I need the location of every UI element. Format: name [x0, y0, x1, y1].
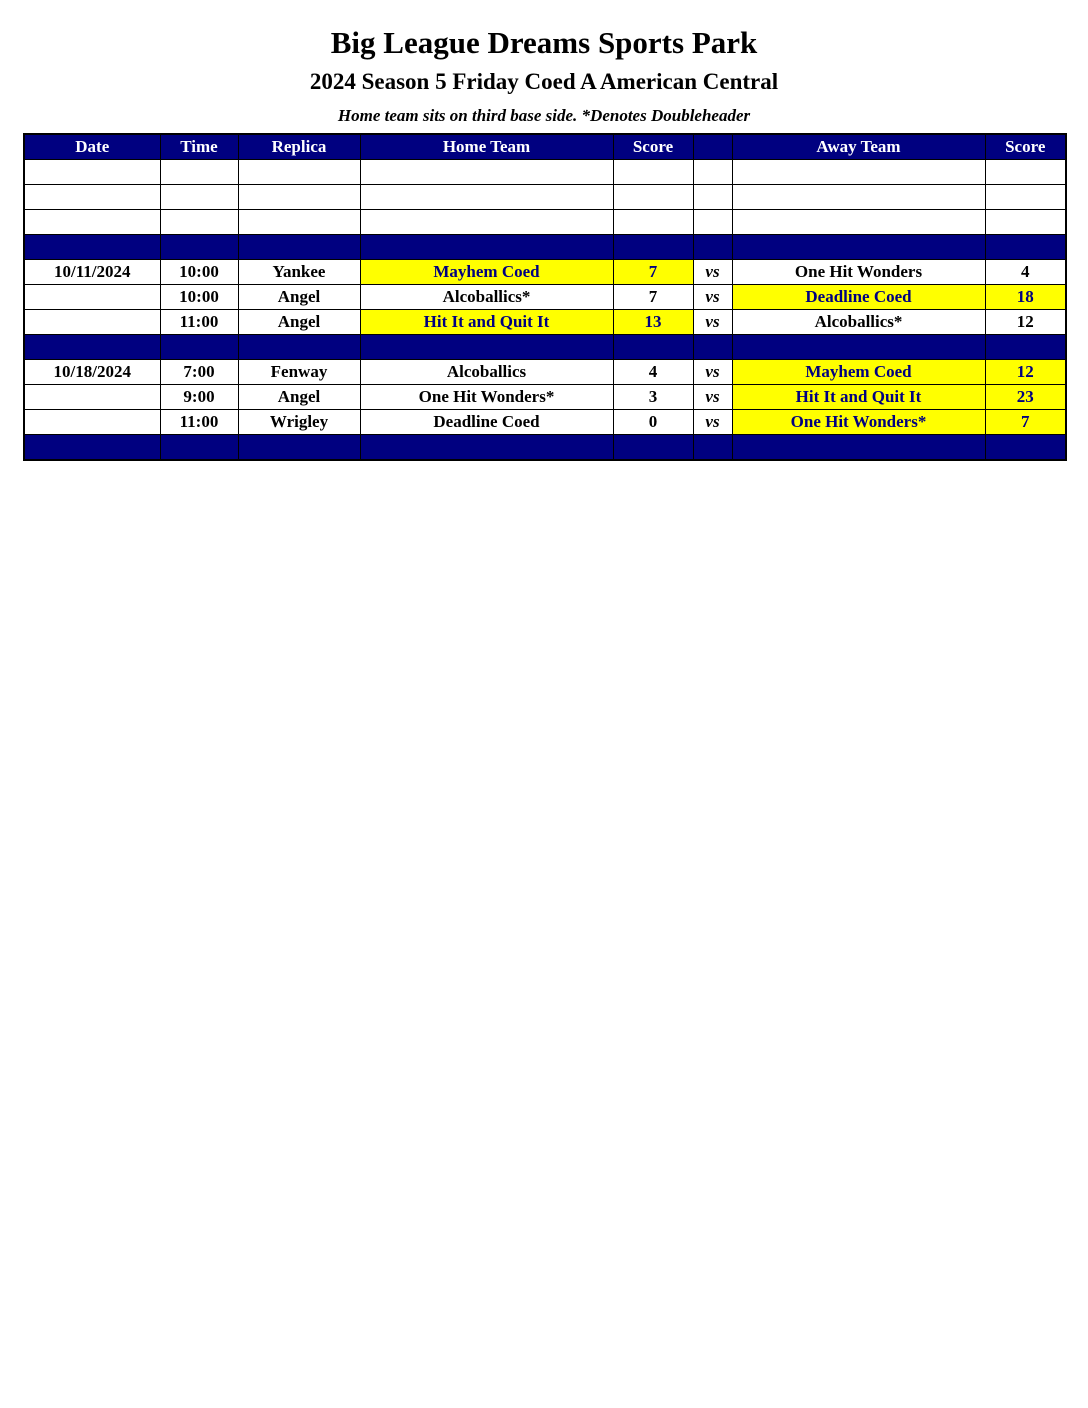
home-team-cell [360, 160, 613, 185]
column-header-away-score: Score [985, 134, 1066, 160]
away-score-cell: 4 [985, 260, 1066, 285]
home-team-cell: Mayhem Coed [360, 260, 613, 285]
home-score-cell: 7 [613, 285, 693, 310]
date-cell [24, 285, 160, 310]
home-team-cell [360, 335, 613, 360]
home-team-cell [360, 185, 613, 210]
vs-cell [693, 335, 732, 360]
away-score-cell: 12 [985, 310, 1066, 335]
vs-cell [693, 435, 732, 461]
date-cell [24, 160, 160, 185]
time-cell [160, 210, 238, 235]
home-score-cell [613, 210, 693, 235]
page-subtitle: 2024 Season 5 Friday Coed A American Central [309, 69, 779, 94]
date-cell [24, 410, 160, 435]
replica-cell [238, 335, 360, 360]
date-cell [24, 235, 160, 260]
away-score-cell [985, 435, 1066, 461]
away-team-cell: Mayhem Coed [732, 360, 985, 385]
away-score-cell [985, 160, 1066, 185]
away-score-cell: 23 [985, 385, 1066, 410]
home-score-cell [613, 185, 693, 210]
home-score-cell [613, 435, 693, 461]
home-team-cell: Deadline Coed [360, 410, 613, 435]
time-cell: 10:00 [160, 260, 238, 285]
home-team-cell [360, 210, 613, 235]
away-team-cell [732, 235, 985, 260]
home-team-cell: Alcoballics [360, 360, 613, 385]
replica-cell: Angel [238, 385, 360, 410]
time-cell: 9:00 [160, 385, 238, 410]
vs-cell: vs [693, 385, 732, 410]
time-cell: 11:00 [160, 410, 238, 435]
vs-cell [693, 185, 732, 210]
table-row [24, 260, 1066, 285]
away-team-cell: Alcoballics* [732, 310, 985, 335]
column-header-replica: Replica [238, 134, 360, 160]
separator-row [24, 235, 1066, 260]
replica-cell: Angel [238, 310, 360, 335]
away-team-cell: One Hit Wonders* [732, 410, 985, 435]
blank-row [24, 160, 1066, 185]
vs-cell [693, 210, 732, 235]
date-cell [24, 210, 160, 235]
away-team-cell [732, 185, 985, 210]
away-team-cell [732, 335, 985, 360]
date-cell: 10/11/2024 [24, 260, 160, 285]
column-header-home-team: Home Team [360, 134, 613, 160]
table-row [24, 285, 1066, 310]
column-header-vs [693, 134, 732, 160]
vs-cell [693, 235, 732, 260]
home-score-cell [613, 235, 693, 260]
date-cell [24, 335, 160, 360]
date-cell [24, 435, 160, 461]
vs-cell: vs [693, 310, 732, 335]
home-score-cell: 13 [613, 310, 693, 335]
time-cell [160, 435, 238, 461]
vs-cell [693, 160, 732, 185]
replica-cell: Wrigley [238, 410, 360, 435]
schedule-body [24, 160, 1066, 461]
replica-cell: Fenway [238, 360, 360, 385]
vs-cell: vs [693, 260, 732, 285]
away-score-cell: 18 [985, 285, 1066, 310]
time-cell: 10:00 [160, 285, 238, 310]
vs-cell: vs [693, 285, 732, 310]
separator-row [24, 335, 1066, 360]
home-score-cell: 3 [613, 385, 693, 410]
replica-cell [238, 435, 360, 461]
away-team-cell: Hit It and Quit It [732, 385, 985, 410]
away-score-cell [985, 235, 1066, 260]
away-team-cell [732, 435, 985, 461]
column-header-date: Date [24, 134, 160, 160]
time-cell [160, 335, 238, 360]
home-team-cell [360, 435, 613, 461]
date-cell [24, 385, 160, 410]
date-cell: 10/18/2024 [24, 360, 160, 385]
home-score-cell [613, 160, 693, 185]
home-team-cell: One Hit Wonders* [360, 385, 613, 410]
away-team-cell [732, 210, 985, 235]
table-row [24, 310, 1066, 335]
column-header-away-team: Away Team [732, 134, 985, 160]
time-cell [160, 235, 238, 260]
home-score-cell: 7 [613, 260, 693, 285]
replica-cell: Angel [238, 285, 360, 310]
time-cell: 7:00 [160, 360, 238, 385]
table-row [24, 385, 1066, 410]
table-header-row [24, 134, 1066, 160]
time-cell: 11:00 [160, 310, 238, 335]
away-team-cell: One Hit Wonders [732, 260, 985, 285]
replica-cell [238, 160, 360, 185]
home-score-cell: 0 [613, 410, 693, 435]
replica-cell: Yankee [238, 260, 360, 285]
away-score-cell: 12 [985, 360, 1066, 385]
schedule-note: Home team sits on third base side. *Denotes Doubleheader [337, 106, 751, 125]
home-team-cell [360, 235, 613, 260]
date-cell [24, 185, 160, 210]
home-team-cell: Alcoballics* [360, 285, 613, 310]
replica-cell [238, 210, 360, 235]
table-row [24, 410, 1066, 435]
time-cell [160, 160, 238, 185]
time-cell [160, 185, 238, 210]
home-score-cell [613, 335, 693, 360]
table-row [24, 360, 1066, 385]
date-cell [24, 310, 160, 335]
blank-row [24, 185, 1066, 210]
replica-cell [238, 235, 360, 260]
away-team-cell [732, 160, 985, 185]
home-score-cell: 4 [613, 360, 693, 385]
away-score-cell: 7 [985, 410, 1066, 435]
replica-cell [238, 185, 360, 210]
away-score-cell [985, 185, 1066, 210]
home-team-cell: Hit It and Quit It [360, 310, 613, 335]
column-header-home-score: Score [613, 134, 693, 160]
away-score-cell [985, 335, 1066, 360]
blank-row [24, 210, 1066, 235]
away-team-cell: Deadline Coed [732, 285, 985, 310]
vs-cell: vs [693, 410, 732, 435]
vs-cell: vs [693, 360, 732, 385]
column-header-time: Time [160, 134, 238, 160]
separator-row [24, 435, 1066, 461]
schedule-table [23, 133, 1067, 461]
away-score-cell [985, 210, 1066, 235]
page-title: Big League Dreams Sports Park [330, 25, 758, 60]
